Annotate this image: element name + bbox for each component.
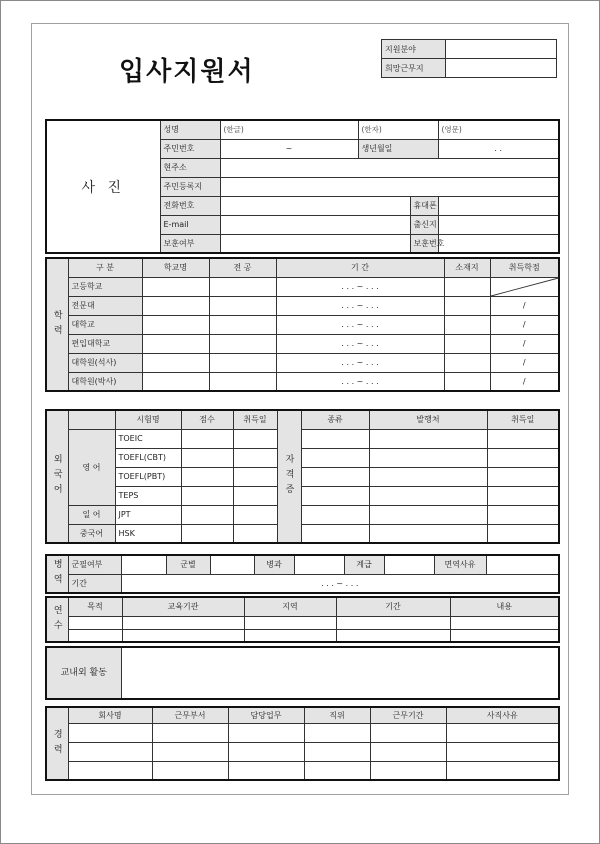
birth-label: 생년월일 xyxy=(358,139,438,158)
specialty-input[interactable] xyxy=(294,555,344,574)
edu-header: 전 공 xyxy=(209,258,276,277)
photo-area[interactable]: 사 진 xyxy=(46,120,160,253)
japanese-label: 일 어 xyxy=(68,505,115,524)
school-input[interactable] xyxy=(142,353,209,372)
cert-date-input[interactable] xyxy=(487,524,559,543)
edu-header: 소재지 xyxy=(444,258,490,277)
edu-header: 취득학점 xyxy=(490,258,559,277)
school-input[interactable] xyxy=(142,334,209,353)
training-cell[interactable] xyxy=(68,616,122,629)
english-label: 영 어 xyxy=(68,429,115,505)
location-label: 희망근무지 xyxy=(382,59,446,78)
career-cell[interactable] xyxy=(152,723,228,742)
gpa-input[interactable]: / xyxy=(490,296,559,315)
service-input[interactable] xyxy=(121,555,166,574)
period-input[interactable]: . . . ~ . . . xyxy=(276,296,444,315)
edu-header: 기 간 xyxy=(276,258,444,277)
name-label: 성명 xyxy=(160,120,220,139)
career-cell[interactable] xyxy=(370,742,446,761)
field-label: 지원분야 xyxy=(382,40,446,59)
date-input[interactable] xyxy=(233,467,277,486)
location-input[interactable] xyxy=(444,277,490,296)
training-table xyxy=(45,596,560,643)
training-cell[interactable] xyxy=(244,629,336,642)
date-input[interactable] xyxy=(233,505,277,524)
career-cell[interactable] xyxy=(68,723,152,742)
training-cell[interactable] xyxy=(122,629,244,642)
language-cert-table xyxy=(45,409,560,544)
score-input[interactable] xyxy=(181,505,233,524)
career-cell[interactable] xyxy=(370,723,446,742)
school-input[interactable] xyxy=(142,372,209,391)
edu-row-label: 대학원(박사) xyxy=(68,372,142,391)
rrn-input[interactable]: ~ xyxy=(220,139,358,158)
career-cell[interactable] xyxy=(370,761,446,780)
rrn-label: 주민번호 xyxy=(160,139,220,158)
career-cell[interactable] xyxy=(304,723,370,742)
period-label: 기간 xyxy=(68,574,121,593)
major-input[interactable] xyxy=(209,277,276,296)
training-header: 목적 xyxy=(68,597,122,616)
chinese-label: 중국어 xyxy=(68,524,115,543)
career-section-label: 경력 xyxy=(46,707,68,780)
reg-address-label: 주민등록지 xyxy=(160,177,220,196)
gpa-input[interactable]: / xyxy=(490,315,559,334)
career-cell[interactable] xyxy=(446,761,559,780)
lang-header: 취득일 xyxy=(233,410,277,429)
name-english[interactable]: (영문) xyxy=(438,120,559,139)
major-input[interactable] xyxy=(209,353,276,372)
date-input[interactable] xyxy=(233,448,277,467)
cert-section-label: 자격증 xyxy=(277,410,301,543)
military-section-label: 병역 xyxy=(46,555,68,593)
name-hanja[interactable]: (한자) xyxy=(358,120,438,139)
lang-header: 시험명 xyxy=(115,410,181,429)
career-cell[interactable] xyxy=(228,761,304,780)
email-label: E-mail xyxy=(160,215,220,234)
exempt-input[interactable] xyxy=(486,555,559,574)
date-input[interactable] xyxy=(233,429,277,448)
test-name: TOEFL(PBT) xyxy=(115,467,181,486)
form-title: 입사지원서 xyxy=(119,57,255,87)
edu-row-label: 대학원(석사) xyxy=(68,353,142,372)
cert-date-input[interactable] xyxy=(487,505,559,524)
training-header: 교육기관 xyxy=(122,597,244,616)
activities-input[interactable] xyxy=(121,647,559,699)
training-header: 기간 xyxy=(336,597,450,616)
cert-header: 종류 xyxy=(301,410,369,429)
cert-type-input[interactable] xyxy=(301,486,369,505)
rank-input[interactable] xyxy=(384,555,434,574)
location-input[interactable] xyxy=(444,353,490,372)
service-label: 군필여부 xyxy=(68,555,121,574)
education-table xyxy=(45,257,560,392)
score-input[interactable] xyxy=(181,467,233,486)
veteran-input[interactable] xyxy=(220,234,410,253)
hometown-label: 출신지 xyxy=(410,215,438,234)
training-header: 지역 xyxy=(244,597,336,616)
cert-issuer-input[interactable] xyxy=(369,467,487,486)
location-input[interactable] xyxy=(444,372,490,391)
cert-type-input[interactable] xyxy=(301,505,369,524)
career-header: 근무기간 xyxy=(370,707,446,723)
cert-type-input[interactable] xyxy=(301,448,369,467)
career-header: 사직사유 xyxy=(446,707,559,723)
language-section-label: 외국어 xyxy=(46,410,68,543)
rank-label: 계급 xyxy=(344,555,384,574)
cert-issuer-input[interactable] xyxy=(369,505,487,524)
veteran-no-label: 보훈번호 xyxy=(410,234,438,253)
lang-header-blank xyxy=(68,410,115,429)
test-name: TOEIC xyxy=(115,429,181,448)
exempt-label: 면역사유 xyxy=(434,555,486,574)
name-hangul[interactable]: (한글) xyxy=(220,120,358,139)
cert-date-input[interactable] xyxy=(487,467,559,486)
major-input[interactable] xyxy=(209,296,276,315)
personal-info-table xyxy=(45,119,560,254)
training-section-label: 연수 xyxy=(46,597,68,642)
location-input[interactable] xyxy=(444,334,490,353)
military-period-input[interactable]: . . . ~ . . . xyxy=(121,574,559,593)
period-input[interactable]: . . . ~ . . . xyxy=(276,372,444,391)
military-table xyxy=(45,554,560,594)
cert-date-input[interactable] xyxy=(487,486,559,505)
gpa-input[interactable]: / xyxy=(490,334,559,353)
specialty-label: 병과 xyxy=(254,555,294,574)
cert-type-input[interactable] xyxy=(301,429,369,448)
period-input[interactable]: . . . ~ . . . xyxy=(276,315,444,334)
edu-row-label: 대학교 xyxy=(68,315,142,334)
career-header: 직위 xyxy=(304,707,370,723)
mobile-label: 휴대폰 xyxy=(410,196,438,215)
email-input[interactable] xyxy=(220,215,410,234)
training-cell[interactable] xyxy=(450,616,559,629)
application-field-box xyxy=(381,39,557,78)
edu-header: 학교명 xyxy=(142,258,209,277)
edu-header: 구 분 xyxy=(68,258,142,277)
edu-row-label: 고등학교 xyxy=(68,277,142,296)
lang-header: 점수 xyxy=(181,410,233,429)
score-input[interactable] xyxy=(181,486,233,505)
cert-type-input[interactable] xyxy=(301,524,369,543)
career-cell[interactable] xyxy=(68,742,152,761)
date-input[interactable] xyxy=(233,524,277,543)
training-cell[interactable] xyxy=(336,616,450,629)
phone-input[interactable] xyxy=(220,196,410,215)
gpa-input[interactable]: / xyxy=(490,353,559,372)
activities-table xyxy=(45,646,560,700)
education-section-label: 학력 xyxy=(46,258,68,391)
major-input[interactable] xyxy=(209,315,276,334)
veteran-label: 보훈여부 xyxy=(160,234,220,253)
score-input[interactable] xyxy=(181,524,233,543)
location-input[interactable] xyxy=(444,296,490,315)
career-cell[interactable] xyxy=(68,761,152,780)
location-input[interactable] xyxy=(446,59,557,78)
phone-label: 전화번호 xyxy=(160,196,220,215)
career-cell[interactable] xyxy=(228,742,304,761)
cert-issuer-input[interactable] xyxy=(369,524,487,543)
hometown-input[interactable] xyxy=(438,215,559,234)
career-table xyxy=(45,706,560,781)
reg-address-input[interactable] xyxy=(220,177,559,196)
edu-row-label: 편입대학교 xyxy=(68,334,142,353)
cert-issuer-input[interactable] xyxy=(369,429,487,448)
career-header: 근무부서 xyxy=(152,707,228,723)
career-cell[interactable] xyxy=(152,742,228,761)
career-header: 담당업무 xyxy=(228,707,304,723)
address-input[interactable] xyxy=(220,158,559,177)
edu-row-label: 전문대 xyxy=(68,296,142,315)
training-cell[interactable] xyxy=(122,616,244,629)
cert-date-input[interactable] xyxy=(487,429,559,448)
period-input[interactable]: . . . ~ . . . xyxy=(276,353,444,372)
career-cell[interactable] xyxy=(152,761,228,780)
address-label: 현주소 xyxy=(160,158,220,177)
location-input[interactable] xyxy=(444,315,490,334)
test-name: HSK xyxy=(115,524,181,543)
school-input[interactable] xyxy=(142,277,209,296)
cert-header: 발행처 xyxy=(369,410,487,429)
cert-header: 취득일 xyxy=(487,410,559,429)
birth-input[interactable]: . . xyxy=(438,139,559,158)
school-input[interactable] xyxy=(142,315,209,334)
major-input[interactable] xyxy=(209,372,276,391)
cert-issuer-input[interactable] xyxy=(369,448,487,467)
training-cell[interactable] xyxy=(244,616,336,629)
career-cell[interactable] xyxy=(228,723,304,742)
training-cell[interactable] xyxy=(336,629,450,642)
career-cell[interactable] xyxy=(304,761,370,780)
mobile-input[interactable] xyxy=(438,196,559,215)
period-input[interactable]: . . . ~ . . . xyxy=(276,277,444,296)
major-input[interactable] xyxy=(209,334,276,353)
gpa-input-disabled xyxy=(490,277,559,296)
career-header: 회사명 xyxy=(68,707,152,723)
training-cell[interactable] xyxy=(68,629,122,642)
veteran-no-input[interactable] xyxy=(438,234,559,253)
career-cell[interactable] xyxy=(446,742,559,761)
test-name: TEPS xyxy=(115,486,181,505)
test-name: JPT xyxy=(115,505,181,524)
test-name: TOEFL(CBT) xyxy=(115,448,181,467)
branch-label: 군별 xyxy=(166,555,210,574)
cert-date-input[interactable] xyxy=(487,448,559,467)
career-cell[interactable] xyxy=(304,742,370,761)
cert-type-input[interactable] xyxy=(301,467,369,486)
cert-issuer-input[interactable] xyxy=(369,486,487,505)
score-input[interactable] xyxy=(181,448,233,467)
period-input[interactable]: . . . ~ . . . xyxy=(276,334,444,353)
training-header: 내용 xyxy=(450,597,559,616)
career-cell[interactable] xyxy=(446,723,559,742)
field-input[interactable] xyxy=(446,40,557,59)
score-input[interactable] xyxy=(181,429,233,448)
branch-input[interactable] xyxy=(210,555,254,574)
gpa-input[interactable]: / xyxy=(490,372,559,391)
activities-label: 교내외 활동 xyxy=(46,647,121,699)
training-cell[interactable] xyxy=(450,629,559,642)
school-input[interactable] xyxy=(142,296,209,315)
date-input[interactable] xyxy=(233,486,277,505)
